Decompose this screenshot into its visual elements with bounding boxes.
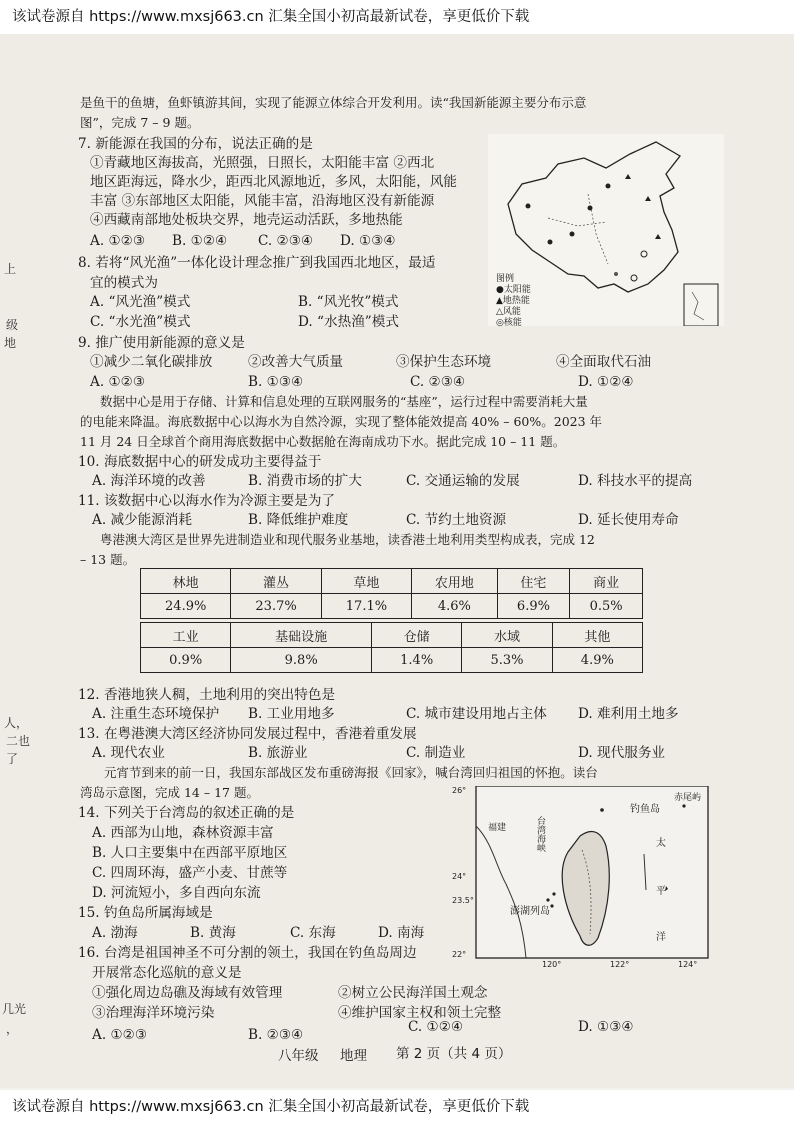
- q8-option-b: B. “风光牧”模式: [298, 294, 399, 310]
- china-energy-map: [488, 134, 724, 326]
- q16-choice: ④维护国家主权和领土完整: [338, 1005, 502, 1021]
- taiwan-map: [452, 786, 712, 970]
- solar-icon: ●: [496, 285, 504, 295]
- table-header-cell: 基础设施: [231, 623, 372, 648]
- q9-option-c: C. ②③④: [410, 374, 466, 390]
- intro-text: 是鱼干的鱼塘，鱼虾镇游其间，实现了能源立体综合开发利用。读“我国新能源主要分布示意: [80, 95, 587, 110]
- chiwei-label: 赤尾屿: [674, 793, 702, 803]
- q11-option-c: C. 节约土地资源: [406, 512, 507, 528]
- ocean-label: 太: [656, 838, 666, 849]
- table-header-cell: 住宅: [497, 569, 570, 594]
- q13-option-b: B. 旅游业: [248, 745, 308, 761]
- q11-option-d: D. 延长使用寿命: [578, 512, 679, 528]
- bottom-watermark: 该试卷源自 https://www.mxsj663.cn 汇集全国小初高最新试卷，享更低价下载: [0, 1090, 794, 1124]
- q12-option-c: C. 城市建设用地占主体: [406, 706, 547, 722]
- q13-option-c: C. 制造业: [406, 745, 466, 761]
- q12-stem: 12. 香港地狭人稠，土地利用的突出特色是: [78, 687, 336, 703]
- ocean-label: 平: [656, 886, 666, 897]
- q9-choice: ①减少二氧化碳排放: [90, 354, 213, 370]
- q10-stem: 10. 海底数据中心的研发成功主要得益于: [78, 454, 322, 470]
- q16-option-a: A. ①②③: [92, 1027, 148, 1043]
- table-cell: 23.7%: [231, 594, 321, 619]
- q9-option-b: B. ①③④: [248, 374, 304, 390]
- exam-page: [0, 34, 794, 1088]
- table-cell: 4.6%: [412, 594, 497, 619]
- q15-option-a: A. 渤海: [92, 925, 138, 941]
- margin-note: 级: [6, 318, 19, 332]
- intro-text: 的电能来降温。海底数据中心以海水为自然冷源，实现了整体能效提高 40% – 60%。2023 年: [80, 414, 603, 429]
- table-header-cell: 林地: [141, 569, 231, 594]
- q14-option-b: B. 人口主要集中在西部平原地区: [92, 845, 288, 861]
- q8-option-a: A. “风光渔”模式: [90, 294, 191, 310]
- ocean-label: 洋: [656, 932, 666, 943]
- q9-option-a: A. ①②③: [90, 374, 146, 390]
- table-header-cell: 仓储: [372, 623, 462, 648]
- q13-option-d: D. 现代服务业: [578, 745, 666, 761]
- q15-option-d: D. 南海: [378, 925, 425, 941]
- footer-subject: 地理: [340, 1048, 367, 1064]
- fujian-label: 福建: [488, 823, 507, 833]
- q16-choice: ②树立公民海洋国土观念: [338, 985, 488, 1001]
- table-header-cell: 灌丛: [231, 569, 321, 594]
- landuse-table-top: [140, 568, 643, 619]
- q7-option-d: D. ①③④: [340, 233, 396, 249]
- q15-stem: 15. 钓鱼岛所属海域是: [78, 905, 213, 921]
- footer-page: 第 2 页（共 4 页）: [396, 1046, 512, 1062]
- lat-tick: 23.5°: [452, 896, 474, 905]
- q12-option-a: A. 注重生态环境保护: [92, 706, 220, 722]
- margin-note: ，: [6, 1022, 19, 1036]
- legend-solar: ●太阳能: [496, 285, 531, 295]
- q9-choice: ③保护生态环境: [396, 354, 492, 370]
- table-cell: 0.9%: [141, 648, 231, 673]
- q9-choice: ④全面取代石油: [556, 354, 652, 370]
- intro-text: 元宵节到来的前一日，我国东部战区发布重磅海报《回家》，喊台湾回归祖国的怀抱。读台: [104, 765, 598, 780]
- q7-choice-line: 地区距海远，降水少，距西北风源地近，多风，太阳能，风能: [90, 174, 458, 190]
- intro-text: – 13 题。: [80, 552, 136, 567]
- table-cell: 5.3%: [462, 648, 552, 673]
- strait-label: 台湾海峡: [535, 816, 545, 852]
- q15-option-b: B. 黄海: [190, 925, 236, 941]
- q7-option-c: C. ②③④: [258, 233, 314, 249]
- map-legend-title: 图例: [496, 274, 515, 284]
- table-header-cell: 草地: [321, 569, 411, 594]
- q14-option-a: A. 西部为山地，森林资源丰富: [92, 825, 274, 841]
- wind-icon: △: [496, 307, 503, 317]
- legend-geothermal: ▲地热能: [496, 296, 530, 306]
- table-cell: 6.9%: [497, 594, 570, 619]
- q10-option-a: A. 海洋环境的改善: [92, 473, 206, 489]
- geothermal-icon: ▲: [496, 296, 503, 306]
- q16-choice: ①强化周边岛礁及海域有效管理: [92, 985, 283, 1001]
- q16-stem: 16. 台湾是祖国神圣不可分割的领土，我国在钓鱼岛周边: [78, 945, 417, 961]
- q8-option-c: C. “水光渔”模式: [90, 314, 191, 330]
- table-header-cell: 工业: [141, 623, 231, 648]
- q8-option-d: D. “水热渔”模式: [298, 314, 399, 330]
- table-row: [141, 569, 643, 594]
- china-outline: [508, 142, 680, 292]
- table-cell: 1.4%: [372, 648, 462, 673]
- q10-option-d: D. 科技水平的提高: [578, 473, 693, 489]
- q10-option-b: B. 消费市场的扩大: [248, 473, 362, 489]
- margin-note: 上: [4, 262, 17, 276]
- q14-option-d: D. 河流短小，多自西向东流: [92, 885, 261, 901]
- q7-option-a: A. ①②③: [90, 233, 146, 249]
- q11-option-b: B. 降低维护难度: [248, 512, 349, 528]
- intro-text: 11 月 24 日全球首个商用海底数据中心数据舱在海南成功下水。据此完成 10 – 11 题。: [80, 434, 566, 449]
- q16-stem: 开展常态化巡航的意义是: [92, 965, 242, 981]
- q8-stem: 宜的模式为: [90, 275, 158, 291]
- q9-option-d: D. ①②④: [578, 374, 634, 390]
- q13-stem: 13. 在粤港澳大湾区经济协同发展过程中，香港着重发展: [78, 726, 417, 742]
- table-header-cell: 商业: [570, 569, 643, 594]
- q12-option-b: B. 工业用地多: [248, 706, 335, 722]
- q11-stem: 11. 该数据中心以海水作为冷源主要是为了: [78, 493, 336, 509]
- footer-grade: 八年级: [278, 1048, 319, 1064]
- q9-choice: ②改善大气质量: [248, 354, 344, 370]
- lon-tick: 120°: [542, 960, 562, 969]
- lat-tick: 22°: [452, 950, 467, 959]
- q7-choice-line: ④西藏南部地处板块交界，地壳运动活跃，多地热能: [90, 212, 403, 228]
- lat-tick: 24°: [452, 872, 467, 881]
- q13-option-a: A. 现代农业: [92, 745, 165, 761]
- table-cell: 4.9%: [552, 648, 642, 673]
- table-header-cell: 农用地: [412, 569, 497, 594]
- q16-choice: ③治理海洋环境污染: [92, 1005, 215, 1021]
- margin-note: 了: [6, 752, 19, 766]
- top-watermark: 该试卷源自 https://www.mxsj663.cn 汇集全国小初高最新试卷，享更低价下载: [0, 0, 794, 34]
- q14-stem: 14. 下列关于台湾岛的叙述正确的是: [78, 805, 295, 821]
- table-cell: 24.9%: [141, 594, 231, 619]
- q16-option-d: D. ①③④: [578, 1019, 634, 1035]
- table-cell: 9.8%: [231, 648, 372, 673]
- table-cell: 0.5%: [570, 594, 643, 619]
- q9-stem: 9. 推广使用新能源的意义是: [78, 335, 245, 351]
- q7-choice-line: ①青藏地区海拔高，光照强，日照长，太阳能丰富 ②西北: [90, 155, 435, 171]
- landuse-table-bottom: [140, 622, 643, 673]
- q16-option-c: C. ①②④: [408, 1019, 464, 1035]
- margin-note: 人，: [4, 716, 29, 730]
- lon-tick: 124°: [678, 960, 698, 969]
- q16-option-b: B. ②③④: [248, 1027, 304, 1043]
- legend-nuclear: ◎核能: [496, 318, 522, 328]
- penghu-label: 澎湖列岛: [510, 906, 550, 917]
- margin-note: 地: [4, 336, 17, 350]
- intro-text: 湾岛示意图，完成 14 – 17 题。: [80, 785, 259, 800]
- margin-note: 二也: [6, 734, 31, 748]
- q7-option-b: B. ①②④: [172, 233, 228, 249]
- q8-stem: 8. 若将“风光渔”一体化设计理念推广到我国西北地区，最适: [78, 255, 436, 271]
- lon-tick: 122°: [610, 960, 630, 969]
- intro-text: 粤港澳大湾区是世界先进制造业和现代服务业基地，读香港土地利用类型构成表，完成 12: [100, 532, 595, 547]
- legend-wind: △风能: [496, 307, 521, 317]
- table-cell: 17.1%: [321, 594, 411, 619]
- table-row: [141, 594, 643, 619]
- table-header-cell: 其他: [552, 623, 642, 648]
- intro-text: 数据中心是用于存储、计算和信息处理的互联网服务的“基座”，运行过程中需要消耗大量: [100, 394, 588, 409]
- q7-stem: 7. 新能源在我国的分布，说法正确的是: [78, 136, 313, 152]
- table-header-cell: 水域: [462, 623, 552, 648]
- q10-option-c: C. 交通运输的发展: [406, 473, 520, 489]
- table-row: [141, 623, 643, 648]
- q7-choice-line: 丰富 ③东部地区太阳能，风能丰富，沿海地区没有新能源: [90, 193, 435, 209]
- table-row: [141, 648, 643, 673]
- q15-option-c: C. 东海: [290, 925, 336, 941]
- q14-option-c: C. 四周环海，盛产小麦、甘蔗等: [92, 865, 288, 881]
- q12-option-d: D. 难利用土地多: [578, 706, 679, 722]
- lat-tick: 26°: [452, 786, 467, 795]
- nuclear-icon: ◎: [496, 318, 504, 328]
- intro-text: 图”，完成 7 – 9 题。: [80, 115, 200, 130]
- q11-option-a: A. 减少能源消耗: [92, 512, 193, 528]
- diaoyu-label: 钓鱼岛: [630, 804, 660, 815]
- margin-note: 几光: [2, 1002, 27, 1016]
